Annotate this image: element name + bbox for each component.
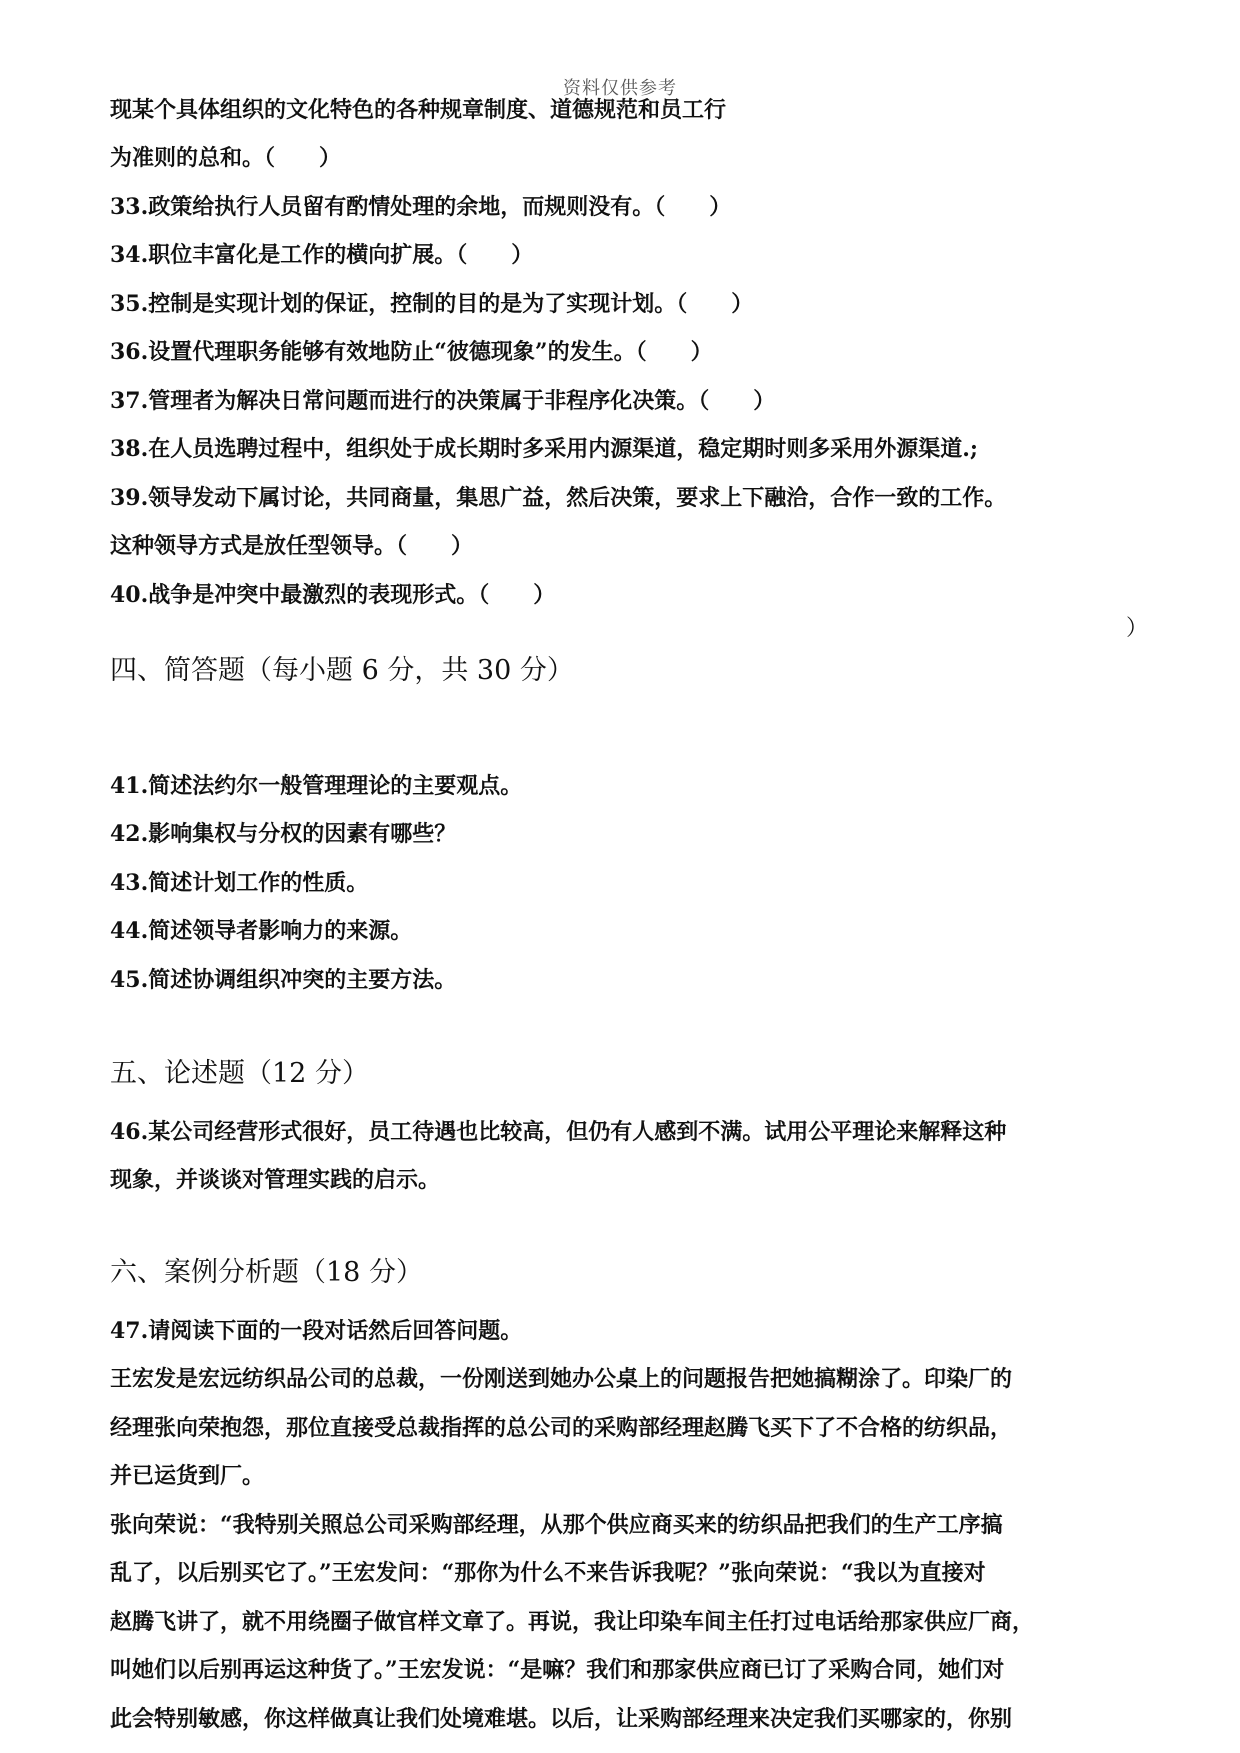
stray-parenthesis: ）: [1126, 616, 1149, 641]
section-heading-short-answer: 四、简答题（每小题 6 分，共 30 分）: [110, 655, 574, 686]
continued-text-line: 现某个具体组织的文化特色的各种规章制度、道德规范和员工行: [110, 97, 727, 123]
question-46: 46.某公司经营形式很好，员工待遇也比较高，但仍有人感到不满。试用公平理论来解释这种: [110, 1119, 1007, 1145]
case-paragraph-line: 此会特别敏感，你这样做真让我们处境难堪。以后，让采购部经理来决定我们买哪家的，你别: [110, 1706, 1013, 1732]
case-paragraph-line: 赵腾飞讲了，就不用绕圈子做官样文章了。再说，我让印染车间主任打过电话给那家供应厂商，: [110, 1609, 1035, 1635]
case-paragraph-line: 王宏发是宏远纺织品公司的总裁，一份刚送到她办公桌上的问题报告把她搞糊涂了。印染厂的: [110, 1366, 1013, 1392]
continued-text-line: 为准则的总和。（ ）: [110, 145, 342, 171]
case-paragraph-line: 经理张向荣抱怨，那位直接受总裁指挥的总公司的采购部经理赵腾飞买下了不合格的纺织品，: [110, 1415, 1013, 1441]
case-paragraph-line: 乱了，以后别买它了。”王宏发问：“那你为什么不来告诉我呢？”张向荣说：“我以为直接对: [110, 1560, 986, 1586]
case-paragraph-line: 叫她们以后别再运这种货了。”王宏发说：“是嘛？我们和那家供应商已订了采购合同，她们对: [110, 1657, 1005, 1683]
question-45: 45.简述协调组织冲突的主要方法。: [110, 967, 457, 993]
question-47: 47.请阅读下面的一段对话然后回答问题。: [110, 1318, 523, 1344]
section-heading-case-study: 六、案例分析题（18 分）: [110, 1257, 423, 1288]
question-40: 40.战争是冲突中最激烈的表现形式。（ ）: [110, 582, 556, 608]
question-46-continued: 现象，并谈谈对管理实践的启示。: [110, 1167, 441, 1193]
question-35: 35.控制是实现计划的保证，控制的目的是为了实现计划。（ ）: [110, 291, 754, 317]
question-34: 34.职位丰富化是工作的横向扩展。（ ）: [110, 242, 534, 268]
case-paragraph-line: 张向荣说：“我特别关照总公司采购部经理，从那个供应商买来的纺织品把我们的生产工序搞: [110, 1512, 1003, 1538]
question-41: 41.简述法约尔一般管理理论的主要观点。: [110, 773, 523, 799]
question-37: 37.管理者为解决日常问题而进行的决策属于非程序化决策。（ ）: [110, 388, 776, 414]
watermark: 资料仅供参考: [563, 78, 677, 99]
section-heading-essay: 五、论述题（12 分）: [110, 1058, 369, 1089]
case-paragraph-line: 并已运货到厂。: [110, 1463, 265, 1489]
question-44: 44.简述领导者影响力的来源。: [110, 918, 413, 944]
question-39: 39.领导发动下属讨论，共同商量，集思广益，然后决策，要求上下融洽，合作一致的工作。: [110, 485, 1007, 511]
question-38: 38.在人员选聘过程中，组织处于成长期时多采用内源渠道，稳定期时则多采用外源渠道.;: [110, 436, 979, 462]
question-42: 42.影响集权与分权的因素有哪些？: [110, 821, 457, 847]
question-33: 33.政策给执行人员留有酌情处理的余地，而规则没有。（ ）: [110, 194, 732, 220]
question-36: 36.设置代理职务能够有效地防止“彼德现象”的发生。（ ）: [110, 339, 713, 365]
question-43: 43.简述计划工作的性质。: [110, 870, 369, 896]
question-39-continued: 这种领导方式是放任型领导。（ ）: [110, 533, 474, 559]
